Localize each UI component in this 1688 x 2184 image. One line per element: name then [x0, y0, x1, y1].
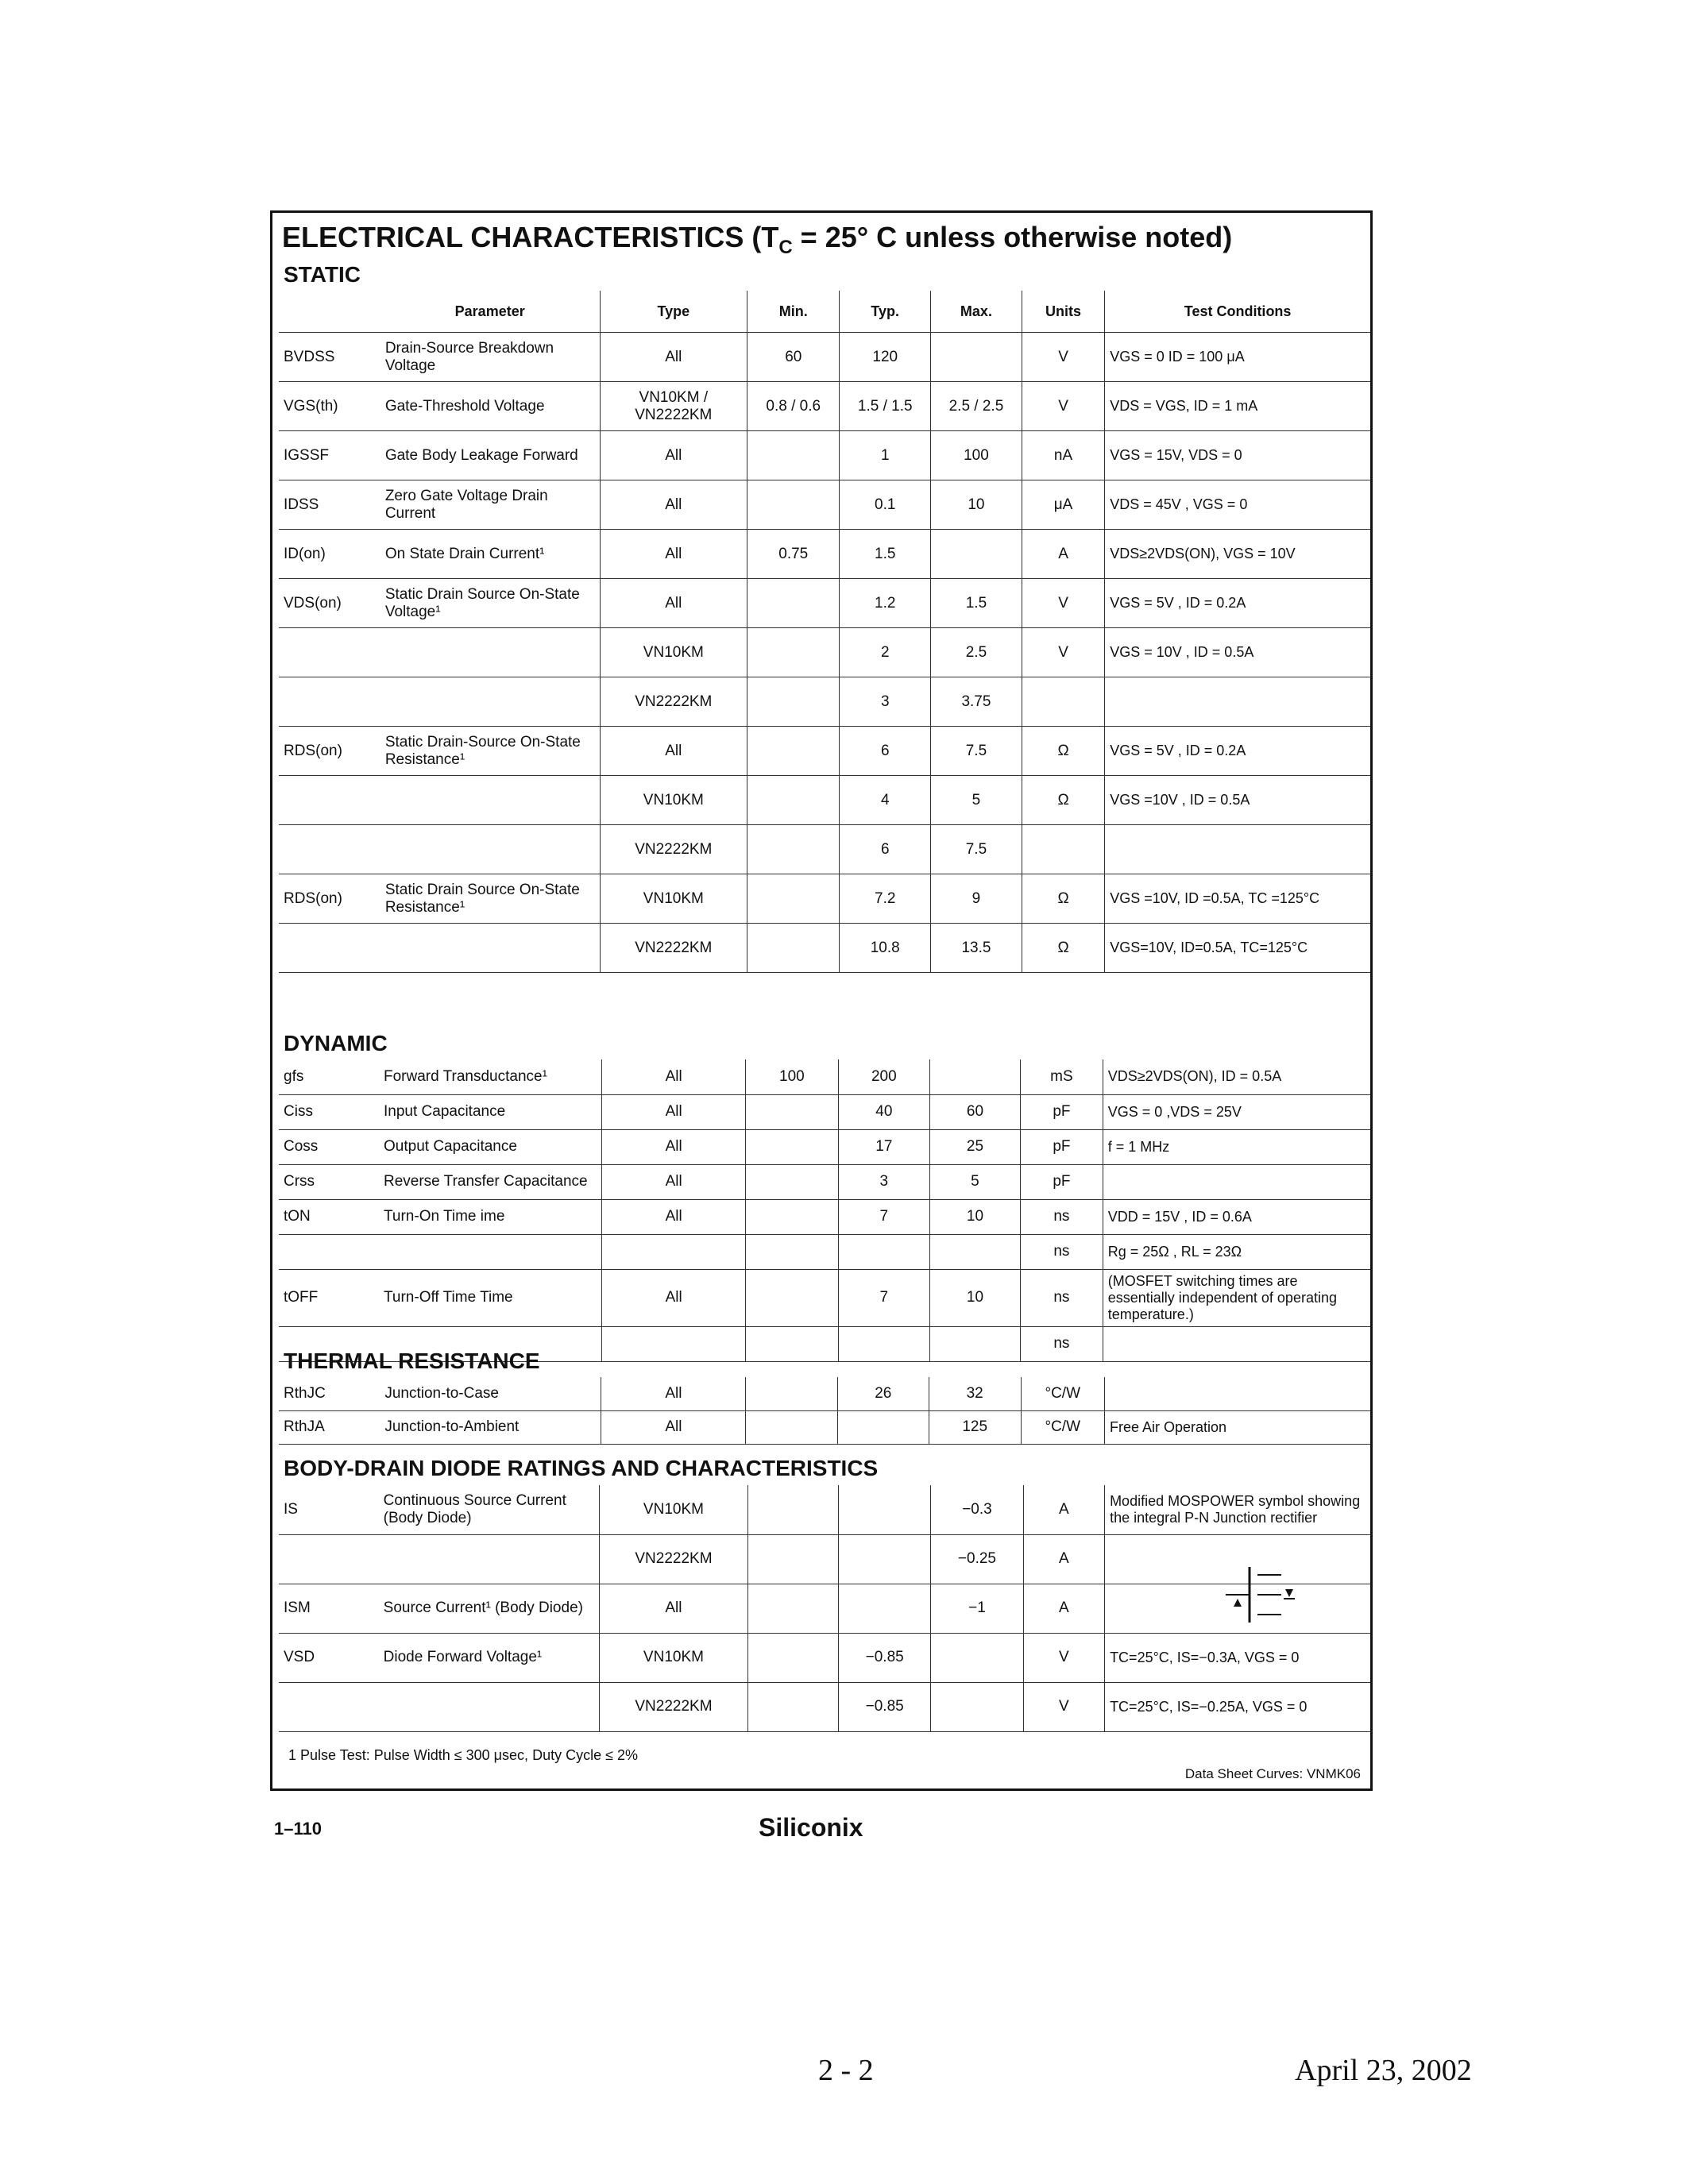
- cell-typ: [839, 1584, 931, 1633]
- cell-sym: [279, 1682, 379, 1731]
- cell-unit: V: [1022, 579, 1104, 628]
- cell-type: All: [602, 1059, 746, 1094]
- cell-max: 7.5: [931, 727, 1022, 776]
- cell-cond: VDS≥2VDS(ON), ID = 0.5A: [1103, 1059, 1370, 1094]
- cell-param: Reverse Transfer Capacitance: [379, 1164, 602, 1199]
- cell-type: All: [602, 1094, 746, 1129]
- cell-unit: [1022, 825, 1104, 874]
- cell-min: [747, 1485, 838, 1534]
- cell-min: [745, 1234, 838, 1269]
- cell-cond: VGS = 10V , ID = 0.5A: [1105, 628, 1370, 677]
- table-row: [279, 333, 1370, 382]
- cell-type: [602, 1234, 746, 1269]
- cell-min: [747, 431, 840, 480]
- cell-sym: Coss: [279, 1129, 379, 1164]
- cell-type: All: [601, 1410, 746, 1444]
- cell-param: Input Capacitance: [379, 1094, 602, 1129]
- cell-sym: IDSS: [279, 480, 380, 530]
- table-row: [279, 1199, 1370, 1234]
- cell-param: Source Current¹ (Body Diode): [379, 1584, 600, 1633]
- cell-max: 2.5: [931, 628, 1022, 677]
- cell-unit: ns: [1021, 1326, 1103, 1361]
- cell-unit: Ω: [1022, 924, 1104, 973]
- cell-param: Static Drain-Source On-State Resistance¹: [380, 727, 600, 776]
- cell-cond: [1103, 1326, 1370, 1361]
- cell-max: −0.3: [931, 1485, 1023, 1534]
- cell-max: −0.25: [931, 1534, 1023, 1584]
- header-symbol: [279, 291, 380, 333]
- cell-min: 0.8 / 0.6: [747, 382, 840, 431]
- header-conditions: Test Conditions: [1105, 291, 1370, 333]
- cell-cond: VDS = 45V , VGS = 0: [1105, 480, 1370, 530]
- cell-max: 10: [931, 480, 1022, 530]
- cell-sym: BVDSS: [279, 333, 380, 382]
- cell-cond: (MOSFET switching times are essentially independent of operating temperature.): [1103, 1269, 1370, 1326]
- table-row: [279, 1129, 1370, 1164]
- cell-type: All: [602, 1164, 746, 1199]
- dynamic-table: [279, 1059, 1370, 1362]
- cell-max: 1.5: [931, 579, 1022, 628]
- cell-unit: A: [1023, 1534, 1104, 1584]
- table-row: [279, 1485, 1370, 1534]
- cell-max: 13.5: [931, 924, 1022, 973]
- cell-min: [747, 825, 840, 874]
- cell-typ: [839, 1485, 931, 1534]
- cell-sym: Crss: [279, 1164, 379, 1199]
- cell-max: [931, 333, 1022, 382]
- cell-type: All: [600, 579, 747, 628]
- cell-type: All: [600, 1584, 747, 1633]
- thermal-table: [279, 1377, 1370, 1445]
- cell-param: Drain-Source Breakdown Voltage: [380, 333, 600, 382]
- cell-max: 5: [929, 1164, 1020, 1199]
- cell-cond: [1105, 677, 1370, 727]
- cell-sym: gfs: [279, 1059, 379, 1094]
- cell-sym: [279, 628, 380, 677]
- cell-typ: 17: [838, 1129, 929, 1164]
- cell-min: [745, 1269, 838, 1326]
- cell-param: Zero Gate Voltage Drain Current: [380, 480, 600, 530]
- cell-param: Junction-to-Ambient: [380, 1410, 601, 1444]
- cell-max: 100: [931, 431, 1022, 480]
- cell-param: Output Capacitance: [379, 1129, 602, 1164]
- cell-unit: nA: [1022, 431, 1104, 480]
- table-row: [279, 825, 1370, 874]
- table-row: [279, 1410, 1370, 1444]
- cell-param: Forward Transductance¹: [379, 1059, 602, 1094]
- cell-sym: IGSSF: [279, 431, 380, 480]
- cell-typ: 1.5 / 1.5: [840, 382, 931, 431]
- cell-typ: 7: [838, 1269, 929, 1326]
- cell-typ: 26: [837, 1377, 929, 1410]
- header-units: Units: [1022, 291, 1104, 333]
- cell-param: Gate-Threshold Voltage: [380, 382, 600, 431]
- cell-cond: VGS = 15V, VDS = 0: [1105, 431, 1370, 480]
- cell-type: VN2222KM: [600, 1534, 747, 1584]
- table-row: [279, 1059, 1370, 1094]
- cell-typ: −0.85: [839, 1633, 931, 1682]
- static-table: [279, 291, 1370, 973]
- cell-min: [747, 677, 840, 727]
- header-min: Min.: [747, 291, 840, 333]
- cell-typ: [838, 1234, 929, 1269]
- dynamic-rows: [279, 1059, 1370, 1361]
- cell-sym: RDS(on): [279, 874, 380, 924]
- cell-max: 5: [931, 776, 1022, 825]
- cell-param: [380, 825, 600, 874]
- table-row: [279, 431, 1370, 480]
- datasheet-panel: [270, 210, 1373, 1791]
- cell-sym: ISM: [279, 1584, 379, 1633]
- cell-min: [747, 1682, 838, 1731]
- cell-max: [931, 1633, 1023, 1682]
- header-max: Max.: [931, 291, 1022, 333]
- static-rows: [279, 333, 1370, 973]
- cell-max: 3.75: [931, 677, 1022, 727]
- cell-type: VN2222KM: [600, 825, 747, 874]
- section-diode: BODY-DRAIN DIODE RATINGS AND CHARACTERISTICS: [284, 1456, 879, 1480]
- cell-sym: RDS(on): [279, 727, 380, 776]
- cell-unit: Ω: [1022, 874, 1104, 924]
- cell-unit: [1022, 677, 1104, 727]
- cell-sym: VGS(th): [279, 382, 380, 431]
- cell-cond: Rg = 25Ω , RL = 23Ω: [1103, 1234, 1370, 1269]
- cell-sym: [279, 677, 380, 727]
- table-row: [279, 1584, 1370, 1633]
- cell-type: VN2222KM: [600, 1682, 747, 1731]
- cell-typ: 3: [840, 677, 931, 727]
- cell-type: VN10KM: [600, 628, 747, 677]
- cell-min: 0.75: [747, 530, 840, 579]
- cell-unit: pF: [1021, 1094, 1103, 1129]
- cell-typ: 1: [840, 431, 931, 480]
- cell-unit: ns: [1021, 1234, 1103, 1269]
- cell-type: All: [600, 727, 747, 776]
- cell-cond: [1105, 825, 1370, 874]
- section-static: STATIC: [284, 262, 361, 287]
- cell-type: [602, 1326, 746, 1361]
- cell-unit: V: [1022, 333, 1104, 382]
- cell-typ: 6: [840, 727, 931, 776]
- cell-cond: [1104, 1377, 1370, 1410]
- cell-sym: RthJA: [279, 1410, 380, 1444]
- cell-type: All: [602, 1199, 746, 1234]
- table-row: [279, 776, 1370, 825]
- cell-max: 2.5 / 2.5: [931, 382, 1022, 431]
- header-type: Type: [600, 291, 747, 333]
- cell-max: −1: [931, 1584, 1023, 1633]
- cell-cond: VGS =10V, ID =0.5A, TC =125°C: [1105, 874, 1370, 924]
- cell-sym: ID(on): [279, 530, 380, 579]
- cell-sym: tON: [279, 1199, 379, 1234]
- cell-typ: 40: [838, 1094, 929, 1129]
- cell-sym: [279, 924, 380, 973]
- cell-sym: VSD: [279, 1633, 379, 1682]
- cell-unit: A: [1022, 530, 1104, 579]
- page-code: 1–110: [274, 1819, 322, 1839]
- cell-min: 100: [745, 1059, 838, 1094]
- cell-typ: [839, 1534, 931, 1584]
- cell-cond: [1103, 1164, 1370, 1199]
- cell-unit: ns: [1021, 1199, 1103, 1234]
- header-parameter: Parameter: [380, 291, 600, 333]
- cell-param: Continuous Source Current (Body Diode): [379, 1485, 600, 1534]
- cell-typ: 6: [840, 825, 931, 874]
- table-row: [279, 1377, 1370, 1410]
- cell-unit: pF: [1021, 1129, 1103, 1164]
- cell-param: Static Drain Source On-State Voltage¹: [380, 579, 600, 628]
- cell-sym: Ciss: [279, 1094, 379, 1129]
- diode-table: [279, 1485, 1370, 1732]
- cell-typ: 2: [840, 628, 931, 677]
- cell-param: Junction-to-Case: [380, 1377, 601, 1410]
- cell-max: [931, 1682, 1023, 1731]
- cell-type: VN10KM / VN2222KM: [600, 382, 747, 431]
- cell-typ: 0.1: [840, 480, 931, 530]
- cell-min: [747, 1534, 838, 1584]
- cell-min: 60: [747, 333, 840, 382]
- cell-max: 10: [929, 1199, 1020, 1234]
- cell-max: 32: [929, 1377, 1021, 1410]
- cell-cond: TC=25°C, IS=−0.25A, VGS = 0: [1105, 1682, 1370, 1731]
- cell-unit: V: [1023, 1633, 1104, 1682]
- cell-cond: VGS =10V , ID = 0.5A: [1105, 776, 1370, 825]
- cell-unit: pF: [1021, 1164, 1103, 1199]
- cell-unit: V: [1023, 1682, 1104, 1731]
- cell-max: [929, 1234, 1020, 1269]
- footer-date: April 23, 2002: [1295, 2054, 1472, 2087]
- table-row: [279, 1534, 1370, 1584]
- cell-type: All: [600, 530, 747, 579]
- cell-typ: 200: [838, 1059, 929, 1094]
- cell-param: [379, 1682, 600, 1731]
- cell-cond: Free Air Operation: [1104, 1410, 1370, 1444]
- cell-min: [745, 1129, 838, 1164]
- table-row: [279, 1234, 1370, 1269]
- cell-cond: VGS = 5V , ID = 0.2A: [1105, 727, 1370, 776]
- brand-logo: Siliconix: [759, 1813, 863, 1842]
- cell-type: All: [600, 333, 747, 382]
- cell-typ: [837, 1410, 929, 1444]
- cell-param: [380, 924, 600, 973]
- cell-cond: VGS = 0 ID = 100 μA: [1105, 333, 1370, 382]
- cell-unit: A: [1023, 1584, 1104, 1633]
- footer-page-number: 2 - 2: [818, 2054, 874, 2087]
- cell-min: [747, 579, 840, 628]
- cell-min: [747, 874, 840, 924]
- cell-type: VN10KM: [600, 874, 747, 924]
- cell-unit: Ω: [1022, 776, 1104, 825]
- cell-typ: 120: [840, 333, 931, 382]
- cell-unit: °C/W: [1021, 1410, 1104, 1444]
- cell-sym: VDS(on): [279, 579, 380, 628]
- cell-cond: VDS = VGS, ID = 1 mA: [1105, 382, 1370, 431]
- cell-cond: VDS≥2VDS(ON), VGS = 10V: [1105, 530, 1370, 579]
- cell-unit: A: [1023, 1485, 1104, 1534]
- cell-typ: −0.85: [839, 1682, 931, 1731]
- cell-type: VN10KM: [600, 1485, 747, 1534]
- mospower-symbol-icon: [1210, 1559, 1305, 1630]
- cell-min: [745, 1094, 838, 1129]
- cell-sym: [279, 1534, 379, 1584]
- cell-param: Turn-On Time ime: [379, 1199, 602, 1234]
- cell-type: VN2222KM: [600, 677, 747, 727]
- cell-min: [747, 628, 840, 677]
- header-typ: Typ.: [840, 291, 931, 333]
- cell-unit: μA: [1022, 480, 1104, 530]
- diode-rows: [279, 1485, 1370, 1731]
- cell-unit: mS: [1021, 1059, 1103, 1094]
- cell-param: On State Drain Current¹: [380, 530, 600, 579]
- cell-sym: [279, 776, 380, 825]
- cell-param: Turn-Off Time Time: [379, 1269, 602, 1326]
- cell-type: VN2222KM: [600, 924, 747, 973]
- cell-min: [747, 480, 840, 530]
- cell-param: Static Drain Source On-State Resistance¹: [380, 874, 600, 924]
- cell-typ: 10.8: [840, 924, 931, 973]
- cell-cond: VDD = 15V , ID = 0.6A: [1103, 1199, 1370, 1234]
- cell-cond: VGS = 0 ,VDS = 25V: [1103, 1094, 1370, 1129]
- cell-type: All: [600, 431, 747, 480]
- table-row: [279, 382, 1370, 431]
- cell-min: [747, 924, 840, 973]
- cell-min: [746, 1377, 837, 1410]
- cell-type: VN10KM: [600, 776, 747, 825]
- table-row: [279, 628, 1370, 677]
- table-row: [279, 1269, 1370, 1326]
- table-row: [279, 530, 1370, 579]
- cell-min: [746, 1410, 837, 1444]
- cell-type: VN10KM: [600, 1633, 747, 1682]
- table-row: [279, 677, 1370, 727]
- cell-max: [929, 1326, 1020, 1361]
- table-row: [279, 924, 1370, 973]
- cell-cond: VGS=10V, ID=0.5A, TC=125°C: [1105, 924, 1370, 973]
- table-row: [279, 727, 1370, 776]
- cell-unit: Ω: [1022, 727, 1104, 776]
- cell-max: 25: [929, 1129, 1020, 1164]
- cell-typ: 1.5: [840, 530, 931, 579]
- cell-sym: RthJC: [279, 1377, 380, 1410]
- cell-max: 7.5: [931, 825, 1022, 874]
- cell-sym: [279, 825, 380, 874]
- table-row: [279, 579, 1370, 628]
- page-title: ELECTRICAL CHARACTERISTICS ($T_C = 25^\circ$ C unless otherwise noted): [282, 221, 1233, 259]
- cell-sym: tOFF: [279, 1269, 379, 1326]
- cell-param: [380, 677, 600, 727]
- cell-sym: IS: [279, 1485, 379, 1534]
- cell-max: 125: [929, 1410, 1021, 1444]
- cell-max: [931, 530, 1022, 579]
- cell-typ: 4: [840, 776, 931, 825]
- cell-typ: [838, 1326, 929, 1361]
- thermal-rows: [279, 1377, 1370, 1444]
- cell-typ: 3: [838, 1164, 929, 1199]
- cell-param: [379, 1534, 600, 1584]
- cell-cond: f = 1 MHz: [1103, 1129, 1370, 1164]
- cell-type: All: [602, 1129, 746, 1164]
- cell-max: 9: [931, 874, 1022, 924]
- cell-type: All: [601, 1377, 746, 1410]
- cell-min: [745, 1164, 838, 1199]
- section-thermal: THERMAL RESISTANCE: [284, 1349, 540, 1373]
- cell-max: 60: [929, 1094, 1020, 1129]
- cell-min: [747, 1633, 838, 1682]
- cell-cond: Modified MOSPOWER symbol showing the integral P-N Junction rectifier: [1105, 1485, 1370, 1534]
- cell-cond: TC=25°C, IS=−0.3A, VGS = 0: [1105, 1633, 1370, 1682]
- table-row: [279, 480, 1370, 530]
- cell-param: Gate Body Leakage Forward: [380, 431, 600, 480]
- curves-note: Data Sheet Curves: VNMK06: [1184, 1766, 1361, 1781]
- cell-max: [929, 1059, 1020, 1094]
- cell-min: [745, 1199, 838, 1234]
- table-row: [279, 1633, 1370, 1682]
- cell-type: All: [602, 1269, 746, 1326]
- cell-param: [379, 1234, 602, 1269]
- cell-typ: 1.2: [840, 579, 931, 628]
- section-dynamic: DYNAMIC: [284, 1031, 388, 1055]
- cell-unit: °C/W: [1021, 1377, 1104, 1410]
- cell-unit: V: [1022, 628, 1104, 677]
- cell-typ: 7.2: [840, 874, 931, 924]
- cell-typ: 7: [838, 1199, 929, 1234]
- table-row: [279, 1164, 1370, 1199]
- table-row: [279, 874, 1370, 924]
- cell-min: [747, 727, 840, 776]
- cell-max: 10: [929, 1269, 1020, 1326]
- cell-unit: ns: [1021, 1269, 1103, 1326]
- cell-cond: VGS = 5V , ID = 0.2A: [1105, 579, 1370, 628]
- cell-min: [747, 1584, 838, 1633]
- table-row: [279, 1094, 1370, 1129]
- cell-param: Diode Forward Voltage¹: [379, 1633, 600, 1682]
- cell-param: [380, 776, 600, 825]
- cell-param: [380, 628, 600, 677]
- footnote: 1 Pulse Test: Pulse Width ≤ 300 μsec, Duty Cycle ≤ 2%: [288, 1747, 638, 1763]
- cell-type: All: [600, 480, 747, 530]
- cell-sym: [279, 1234, 379, 1269]
- cell-min: [747, 776, 840, 825]
- table-row: [279, 1682, 1370, 1731]
- cell-min: [745, 1326, 838, 1361]
- cell-unit: V: [1022, 382, 1104, 431]
